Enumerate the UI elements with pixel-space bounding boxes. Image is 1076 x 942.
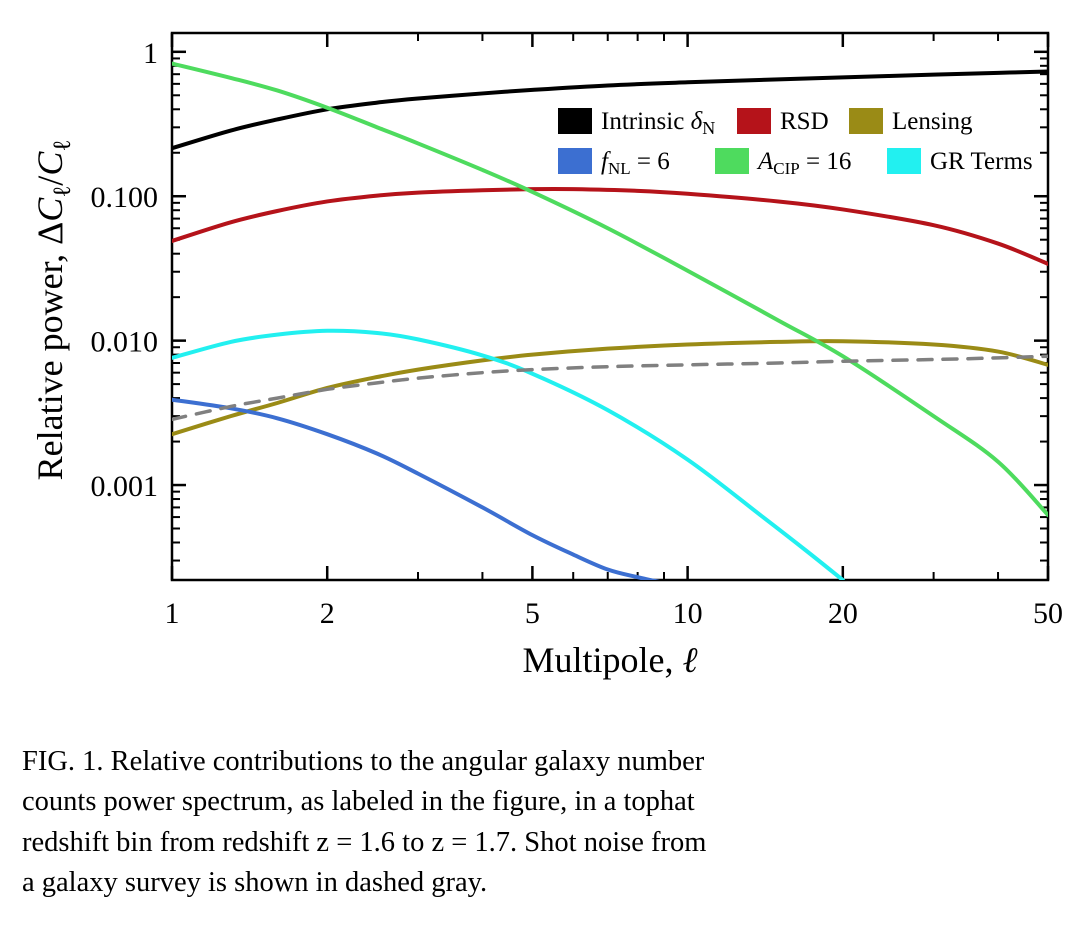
legend-label-grterms: GR Terms	[930, 148, 1033, 175]
legend-swatch-intrinsic	[558, 108, 592, 134]
legend-label-lensing: Lensing	[892, 108, 973, 135]
svg-text:Relative power, ΔCℓ/Cℓ: Relative power, $\Delta C_\ell/C_\ell$	[30, 139, 76, 481]
legend-label-intrinsic: Intrinsic $\delta_N$	[601, 108, 716, 138]
legend-swatch-lensing	[849, 108, 883, 134]
legend-swatch-rsd	[737, 108, 771, 134]
y-axis-title	[30, 140, 76, 481]
caption-line-2: counts power spectrum, as labeled in the figure, in a tophat	[22, 786, 695, 818]
x-tick-label: 20	[827, 597, 858, 630]
x-tick-label: 5	[524, 597, 540, 630]
legend-label-fnl: $f_{NL} = 6$	[601, 148, 670, 178]
x-tick-label: 10	[672, 597, 703, 630]
legend-swatch-acip	[715, 148, 749, 174]
legend-swatch-fnl	[558, 148, 592, 174]
figure-caption	[22, 742, 1058, 904]
x-axis-title	[523, 640, 698, 680]
caption-line-1: FIG. 1. Relative contributions to the angular galaxy number	[22, 746, 705, 777]
legend-label-acip: $A_{CIP} = 16$	[758, 148, 852, 178]
legend-swatch-grterms	[887, 148, 921, 174]
x-tick-label: 50	[1033, 597, 1063, 630]
y-tick-label: 1	[143, 36, 158, 70]
x-tick-label: 2	[319, 597, 335, 630]
y-tick-label: 0.100	[90, 181, 158, 215]
y-tick-label: 0.001	[90, 470, 158, 504]
svg-text:Multipole, ℓ: Multipole, ℓ	[522, 640, 698, 680]
x-tick-label: 1	[164, 597, 180, 630]
legend-label-rsd: RSD	[780, 108, 829, 135]
caption-line-4: a galaxy survey is shown in dashed gray.	[22, 867, 488, 899]
y-tick-label: 0.010	[90, 325, 158, 359]
caption-line-3: redshift bin from redshift z = 1.6 to z = 1.7. Shot noise from	[22, 826, 707, 858]
